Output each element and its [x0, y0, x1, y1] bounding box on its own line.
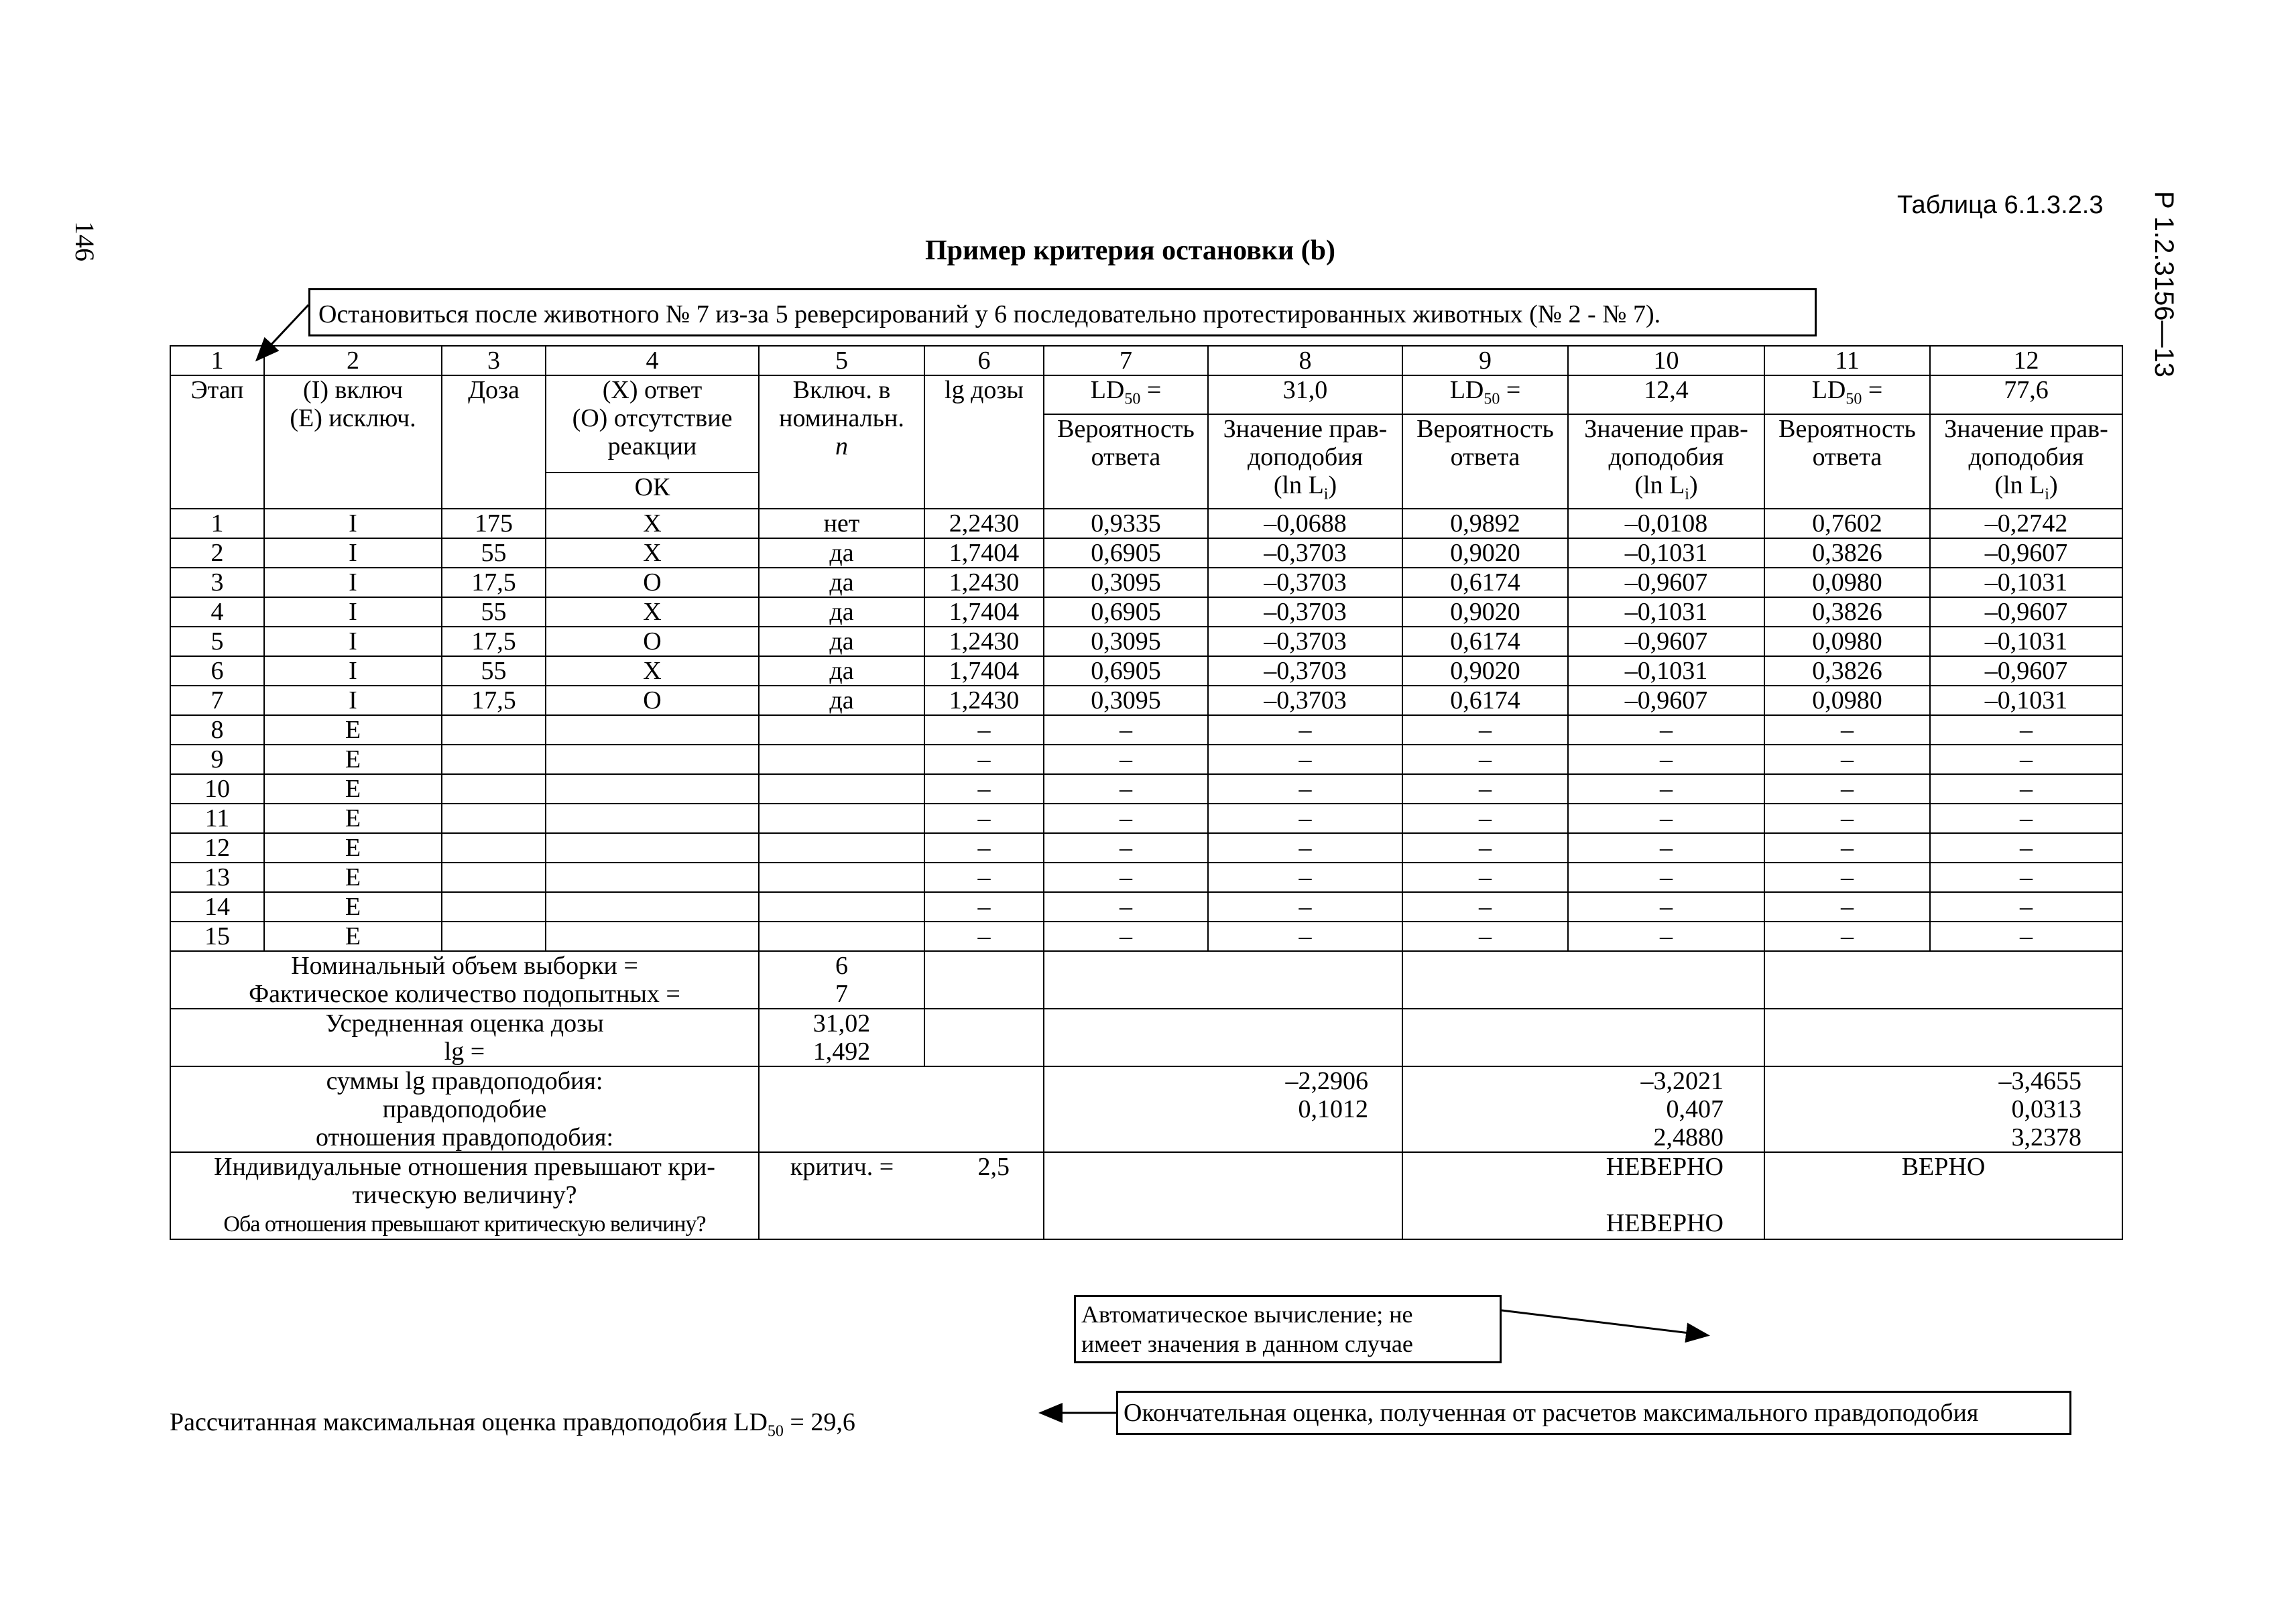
- table-cell: –: [1208, 774, 1402, 804]
- final-ld50-estimate: Рассчитанная максимальная оценка правдоподобия $LD_{50} = 29,6$: [170, 1408, 855, 1440]
- table-cell: 0,6174: [1402, 568, 1568, 597]
- header-included: Включ. в номинальн. n: [759, 375, 924, 509]
- table-cell: –: [1208, 863, 1402, 892]
- col-number: 10: [1568, 346, 1764, 375]
- table-cell: –: [1568, 863, 1764, 892]
- table-cell: I: [264, 686, 442, 715]
- table-cell: O: [546, 627, 759, 656]
- table-cell: 55: [442, 597, 546, 627]
- table-cell: –: [1568, 892, 1764, 922]
- table-cell: –: [1044, 863, 1208, 892]
- header-ld50-3: $LD_{50}$ =: [1764, 375, 1930, 414]
- header-include: (I) включ (E) исключ.: [264, 375, 442, 509]
- table-cell: I: [264, 597, 442, 627]
- table-cell: –: [924, 804, 1044, 833]
- col-number: 4: [546, 346, 759, 375]
- critical-labels: Индивидуальные отношения превышают кри- тическую величину? Оба отношения превышают критическую величину?: [170, 1152, 759, 1239]
- table-cell: 10: [170, 774, 264, 804]
- table-cell: E: [264, 863, 442, 892]
- col-number: 1: [170, 346, 264, 375]
- table-cell: I: [264, 509, 442, 538]
- table-cell: 0,3095: [1044, 568, 1208, 597]
- table-cell: да: [759, 597, 924, 627]
- table-cell: 12: [170, 833, 264, 863]
- table-cell: –: [1930, 892, 2122, 922]
- table-cell: –: [1568, 804, 1764, 833]
- table-cell: –0,3703: [1208, 538, 1402, 568]
- table-cell: 0,7602: [1764, 509, 1930, 538]
- final-estimate-note: Окончательная оценка, полученная от расчетов максимального правдоподобия: [1116, 1391, 2071, 1435]
- header-ld50-1-value: 31,0: [1208, 375, 1402, 414]
- header-response: (X) ответ (O) отсутствие реакции: [546, 375, 759, 473]
- table-cell: 0,9020: [1402, 538, 1568, 568]
- table-cell: –: [1568, 922, 1764, 951]
- table-cell: да: [759, 686, 924, 715]
- table-cell: –: [1044, 715, 1208, 745]
- table-cell: E: [264, 745, 442, 774]
- table-cell: –: [1402, 774, 1568, 804]
- col-number: 12: [1930, 346, 2122, 375]
- table-cell: –: [924, 863, 1044, 892]
- critical-label: критич. =: [759, 1152, 924, 1239]
- header-ld50-2-value: 12,4: [1568, 375, 1764, 414]
- table-cell: 8: [170, 715, 264, 745]
- critical-value: 2,5: [924, 1152, 1044, 1239]
- header-likelihood: Значение прав- доподобия (ln $L_i$): [1208, 414, 1402, 509]
- table-cell: E: [264, 922, 442, 951]
- table-cell: –: [1208, 922, 1402, 951]
- col-number: 3: [442, 346, 546, 375]
- likelihood-values-1: –2,2906 0,1012: [1044, 1066, 1402, 1152]
- table-cell: 0,6905: [1044, 538, 1208, 568]
- table-cell: –: [924, 922, 1044, 951]
- table-cell: 17,5: [442, 568, 546, 597]
- table-cell: 55: [442, 538, 546, 568]
- auto-note-arrow: [1502, 1310, 1706, 1335]
- table-cell: –0,9607: [1568, 627, 1764, 656]
- table-cell: O: [546, 686, 759, 715]
- table-cell: –: [1764, 863, 1930, 892]
- table-cell: 0,6905: [1044, 597, 1208, 627]
- table-cell: E: [264, 892, 442, 922]
- table-cell: –: [1402, 922, 1568, 951]
- table-cell: –: [1044, 833, 1208, 863]
- document-code: Р 1.2.3156—13: [2149, 191, 2179, 377]
- table-cell: –: [1208, 804, 1402, 833]
- table-cell: –0,1031: [1930, 568, 2122, 597]
- table-cell: –0,3703: [1208, 568, 1402, 597]
- table-cell: –0,1031: [1568, 538, 1764, 568]
- table-cell: –0,2742: [1930, 509, 2122, 538]
- table-cell: 17,5: [442, 627, 546, 656]
- table-cell: –: [1208, 715, 1402, 745]
- table-cell: X: [546, 509, 759, 538]
- table-cell: I: [264, 568, 442, 597]
- table-cell: –0,3703: [1208, 686, 1402, 715]
- avg-dose-label: Усредненная оценка дозы lg =: [170, 1009, 759, 1066]
- table-cell: да: [759, 627, 924, 656]
- table-cell: 175: [442, 509, 546, 538]
- table-cell: 0,9020: [1402, 597, 1568, 627]
- table-cell: 5: [170, 627, 264, 656]
- col-number: 7: [1044, 346, 1208, 375]
- table-cell: 0,9892: [1402, 509, 1568, 538]
- table-cell: 2,2430: [924, 509, 1044, 538]
- table-cell: O: [546, 568, 759, 597]
- col-number: 6: [924, 346, 1044, 375]
- table-cell: E: [264, 804, 442, 833]
- table-cell: 17,5: [442, 686, 546, 715]
- table-cell: –0,1031: [1930, 686, 2122, 715]
- header-lg-dose: lg дозы: [924, 375, 1044, 509]
- col-number: 5: [759, 346, 924, 375]
- header-dose: Доза: [442, 375, 546, 509]
- table-cell: да: [759, 656, 924, 686]
- table-cell: 4: [170, 597, 264, 627]
- table-cell: 2: [170, 538, 264, 568]
- table-cell: E: [264, 774, 442, 804]
- page-number: 146: [70, 221, 100, 261]
- table-cell: –: [1402, 892, 1568, 922]
- table-cell: –: [924, 774, 1044, 804]
- table-cell: I: [264, 656, 442, 686]
- table-cell: нет: [759, 509, 924, 538]
- stop-note-box: Остановиться после животного № 7 из-за 5 реверсирований у 6 последовательно протестированных животных (№ 2 - № 7).: [308, 288, 1817, 336]
- table-cell: –0,9607: [1568, 686, 1764, 715]
- table-cell: 0,3826: [1764, 656, 1930, 686]
- table-cell: –: [1764, 715, 1930, 745]
- table-cell: 1,2430: [924, 686, 1044, 715]
- table-label: Таблица 6.1.3.2.3: [1897, 191, 2104, 219]
- table-cell: X: [546, 656, 759, 686]
- table-cell: 0,3826: [1764, 538, 1930, 568]
- table-cell: –: [924, 892, 1044, 922]
- header-probability: Вероятность ответа: [1402, 414, 1568, 509]
- table-cell: –: [1044, 922, 1208, 951]
- table-cell: E: [264, 715, 442, 745]
- table-cell: I: [264, 627, 442, 656]
- header-likelihood: Значение прав- доподобия (ln $L_i$): [1568, 414, 1764, 509]
- likelihood-labels: суммы lg правдоподобия: правдоподобие отношения правдоподобия:: [170, 1066, 759, 1152]
- table-cell: 0,6174: [1402, 686, 1568, 715]
- table-cell: 15: [170, 922, 264, 951]
- table-cell: 0,3095: [1044, 686, 1208, 715]
- table-cell: 14: [170, 892, 264, 922]
- table-cell: да: [759, 538, 924, 568]
- header-ld50-2: $LD_{50}$ =: [1402, 375, 1568, 414]
- table-cell: –: [1764, 922, 1930, 951]
- table-cell: 0,0980: [1764, 686, 1930, 715]
- table-cell: 11: [170, 804, 264, 833]
- table-cell: –0,9607: [1568, 568, 1764, 597]
- stop-note-arrow: [258, 305, 308, 359]
- table-cell: –0,1031: [1568, 597, 1764, 627]
- table-cell: –0,9607: [1930, 656, 2122, 686]
- table-cell: –: [1208, 892, 1402, 922]
- table-cell: 55: [442, 656, 546, 686]
- avg-dose-value: 31,02 1,492: [759, 1009, 924, 1066]
- table-cell: –: [1402, 745, 1568, 774]
- table-cell: –: [1402, 863, 1568, 892]
- header-ld50-1: $LD_{50}$ =: [1044, 375, 1208, 414]
- table-cell: 13: [170, 863, 264, 892]
- table-cell: –0,3703: [1208, 656, 1402, 686]
- table-cell: 1,7404: [924, 597, 1044, 627]
- table-cell: –: [924, 715, 1044, 745]
- table-cell: 0,0980: [1764, 627, 1930, 656]
- table-cell: –: [1208, 833, 1402, 863]
- table-cell: –: [924, 745, 1044, 774]
- nominal-value: 6 7: [759, 951, 924, 1009]
- table-cell: –: [1208, 745, 1402, 774]
- table-cell: –: [1930, 774, 2122, 804]
- table-cell: –: [1930, 804, 2122, 833]
- header-ok: ОК: [546, 473, 759, 509]
- table-cell: –: [1402, 833, 1568, 863]
- table-cell: –0,3703: [1208, 597, 1402, 627]
- table-cell: –: [1764, 745, 1930, 774]
- table-cell: 3: [170, 568, 264, 597]
- verdict-3: ВЕРНО: [1764, 1152, 2122, 1239]
- table-cell: –: [1044, 892, 1208, 922]
- table-cell: –: [1402, 715, 1568, 745]
- table-cell: 0,3826: [1764, 597, 1930, 627]
- table-cell: 0,0980: [1764, 568, 1930, 597]
- col-number: 8: [1208, 346, 1402, 375]
- table-cell: 9: [170, 745, 264, 774]
- table-cell: –0,1031: [1568, 656, 1764, 686]
- header-ld50-3-value: 77,6: [1930, 375, 2122, 414]
- table-cell: I: [264, 538, 442, 568]
- table-cell: –: [1568, 774, 1764, 804]
- table-cell: 1,7404: [924, 656, 1044, 686]
- table-cell: –: [1930, 922, 2122, 951]
- header-stage: Этап: [170, 375, 264, 509]
- table-cell: –: [1044, 804, 1208, 833]
- table-cell: –0,1031: [1930, 627, 2122, 656]
- table-cell: –: [1044, 774, 1208, 804]
- table-cell: –: [924, 833, 1044, 863]
- table-cell: –: [1568, 715, 1764, 745]
- table-cell: –: [1764, 833, 1930, 863]
- table-cell: –: [1044, 745, 1208, 774]
- table-cell: –0,3703: [1208, 627, 1402, 656]
- table-cell: да: [759, 568, 924, 597]
- table-cell: 1: [170, 509, 264, 538]
- table-cell: 7: [170, 686, 264, 715]
- table-cell: –: [1764, 774, 1930, 804]
- table-cell: 1,7404: [924, 538, 1044, 568]
- likelihood-values-3: –3,4655 0,0313 3,2378: [1764, 1066, 2122, 1152]
- table-cell: –0,0688: [1208, 509, 1402, 538]
- table-cell: –: [1764, 804, 1930, 833]
- table-cell: –: [1764, 892, 1930, 922]
- table-cell: X: [546, 597, 759, 627]
- table-cell: 1,2430: [924, 568, 1044, 597]
- verdict-2: НЕВЕРНО НЕВЕРНО: [1402, 1152, 1764, 1239]
- header-probability: Вероятность ответа: [1764, 414, 1930, 509]
- table-cell: 6: [170, 656, 264, 686]
- table-cell: –: [1930, 863, 2122, 892]
- table-cell: 0,9020: [1402, 656, 1568, 686]
- table-cell: –: [1402, 804, 1568, 833]
- col-number: 9: [1402, 346, 1568, 375]
- table-cell: E: [264, 833, 442, 863]
- table-cell: 1,2430: [924, 627, 1044, 656]
- table-cell: –: [1930, 745, 2122, 774]
- table-cell: 0,6905: [1044, 656, 1208, 686]
- table-cell: 0,6174: [1402, 627, 1568, 656]
- table-cell: –0,9607: [1930, 538, 2122, 568]
- table-cell: X: [546, 538, 759, 568]
- auto-calc-note: Автоматическое вычисление; не имеет значения в данном случае: [1074, 1295, 1502, 1363]
- table-cell: –: [1568, 833, 1764, 863]
- header-probability: Вероятность ответа: [1044, 414, 1208, 509]
- table-cell: 0,3095: [1044, 627, 1208, 656]
- table-cell: –0,0108: [1568, 509, 1764, 538]
- table-cell: –: [1930, 833, 2122, 863]
- table-cell: –: [1568, 745, 1764, 774]
- table-cell: 0,9335: [1044, 509, 1208, 538]
- table-cell: –: [1930, 715, 2122, 745]
- col-number: 2: [264, 346, 442, 375]
- col-number: 11: [1764, 346, 1930, 375]
- nominal-label: Номинальный объем выборки = Фактическое количество подопытных =: [170, 951, 759, 1009]
- table-cell: –0,9607: [1930, 597, 2122, 627]
- table-title: Пример критерия остановки (b): [925, 235, 1335, 266]
- likelihood-values-2: –3,2021 0,407 2,4880: [1402, 1066, 1764, 1152]
- header-likelihood: Значение прав- доподобия (ln $L_i$): [1930, 414, 2122, 509]
